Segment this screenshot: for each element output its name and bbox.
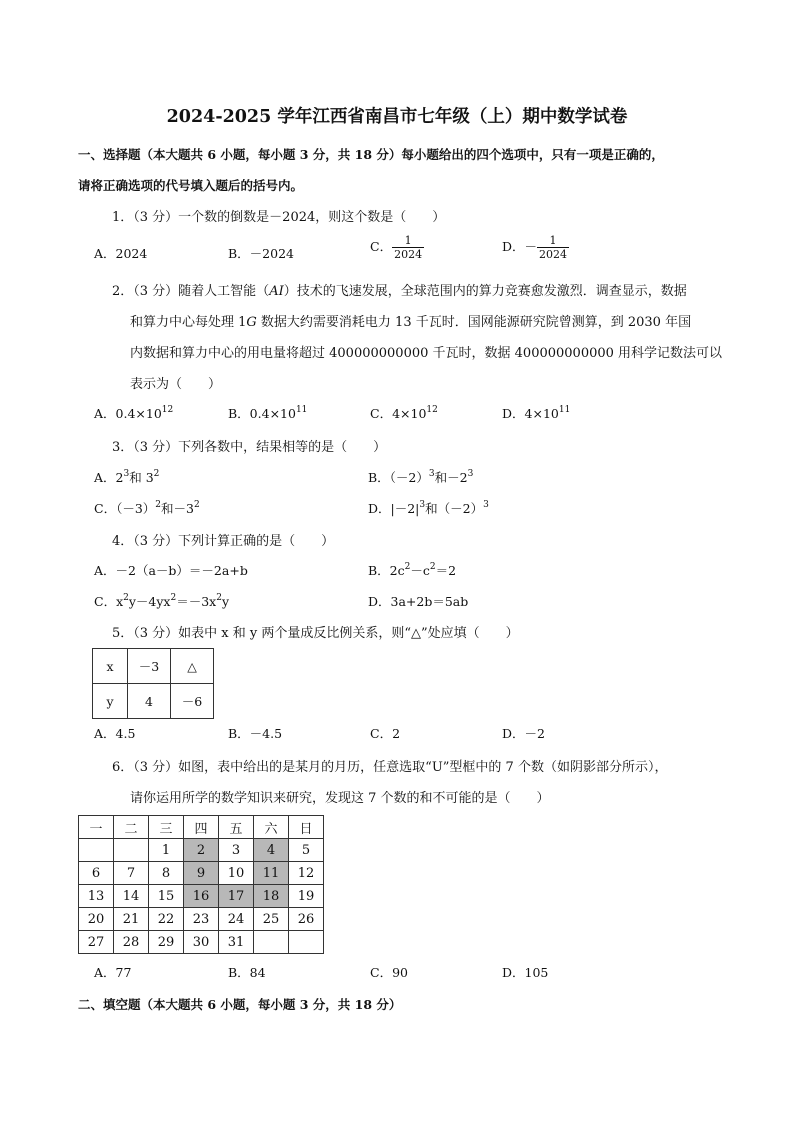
calendar-cell: 20 <box>79 908 114 931</box>
exponent: 2 <box>404 562 411 572</box>
q2-option-d[interactable] <box>502 404 570 422</box>
calendar-cell: 11 <box>254 862 289 885</box>
exponent: 2 <box>429 562 436 572</box>
calendar-header-cell: 一 <box>79 816 114 839</box>
exponent: 11 <box>558 405 571 415</box>
exponent: 2 <box>155 500 162 510</box>
exponent: 12 <box>161 405 174 415</box>
calendar-cell: 24 <box>219 908 254 931</box>
text: 和－3 <box>161 501 194 516</box>
calendar-cell: 29 <box>149 931 184 954</box>
q5-option-a[interactable]: A．4.5 <box>94 726 136 741</box>
calendar-cell: 13 <box>79 885 114 908</box>
calendar-cell: 18 <box>254 885 289 908</box>
q2-option-d-text: D．4×10 <box>502 406 559 421</box>
q4-option-d[interactable]: D．3a+2b＝5ab <box>368 594 469 609</box>
exponent: 2 <box>123 593 129 603</box>
q4-option-c[interactable] <box>94 592 229 610</box>
calendar-header-cell: 三 <box>149 816 184 839</box>
q2-option-b[interactable] <box>228 404 307 422</box>
calendar-cell: 8 <box>149 862 184 885</box>
section1-heading-line1: 一、选择题（本大题共 6 小题，每小题 3 分，共 18 分）每小题给出的四个选项中，只有一项是正确的， <box>78 147 664 162</box>
text: －c <box>410 563 430 578</box>
text: C．（－3） <box>94 501 156 516</box>
text: 和－2 <box>434 470 468 485</box>
fraction-numerator: 1 <box>392 234 424 248</box>
calendar-cell: 6 <box>79 862 114 885</box>
fraction-denominator: 2024 <box>394 248 423 261</box>
calendar-cell: 22 <box>149 908 184 931</box>
q2-line2 <box>130 311 691 330</box>
calendar-cell: 5 <box>289 839 324 862</box>
calendar-header-cell: 二 <box>114 816 149 839</box>
q3-option-a[interactable] <box>94 468 159 486</box>
calendar-row <box>79 839 324 862</box>
q2-text: ）技术的飞速发展，全球范围内的算力竞赛愈发激烈．调查显示，数据 <box>283 284 687 299</box>
q3-stem: 3．（3 分）下列各数中，结果相等的是（ ） <box>112 440 387 455</box>
q2-text: 2．（3 分）随着人工智能（ <box>112 284 270 299</box>
calendar-cell: 7 <box>114 862 149 885</box>
calendar-cell: 14 <box>114 885 149 908</box>
q6-line1: 6．（3 分）如图，表中给出的是某月的月历，任意选取“U”型框中的 7 个数（如阴影部分所示）， <box>112 760 668 775</box>
calendar-cell <box>79 839 114 862</box>
fraction-numerator: 1 <box>537 234 569 248</box>
q2-text: 数据大约需要消耗电力 13 千瓦时．国网能源研究院曾测算，到 2030 年国 <box>256 315 692 330</box>
q3-option-d[interactable] <box>368 499 489 517</box>
q2-option-a[interactable] <box>94 404 173 422</box>
table-cell: x <box>93 649 128 684</box>
calendar-row <box>79 885 324 908</box>
q5-stem: 5．（3 分）如表中 x 和 y 两个量成反比例关系，则“△”处应填（ ） <box>112 626 519 641</box>
calendar-cell: 19 <box>289 885 324 908</box>
text: ＝－3x <box>176 594 217 609</box>
table-row <box>93 684 214 719</box>
calendar-header-cell: 四 <box>184 816 219 839</box>
exponent: 3 <box>419 500 426 510</box>
text: D．|－2| <box>368 501 420 516</box>
calendar-cell: 30 <box>184 931 219 954</box>
calendar-cell: 21 <box>114 908 149 931</box>
calendar-cell: 27 <box>79 931 114 954</box>
q1-option-c-prefix: C． <box>370 239 393 254</box>
text: B．（－2） <box>368 470 429 485</box>
q2-option-c-text: C．4×10 <box>370 406 427 421</box>
text: 和 3 <box>129 470 154 485</box>
q1-option-d-prefix: D．－ <box>502 239 538 254</box>
q2-option-c[interactable] <box>370 404 438 422</box>
q1-option-c[interactable] <box>370 234 424 261</box>
text: y <box>221 594 230 609</box>
exponent: 3 <box>123 469 130 479</box>
q1-option-c-fraction <box>392 234 424 261</box>
table-cell: －6 <box>171 684 214 719</box>
exponent: 2 <box>216 593 222 603</box>
calendar-cell: 31 <box>219 931 254 954</box>
table-row <box>93 649 214 684</box>
q1-stem: 1．（3 分）一个数的倒数是－2024，则这个数是（ ） <box>112 210 446 225</box>
calendar-cell: 2 <box>184 839 219 862</box>
calendar-cell <box>114 839 149 862</box>
exponent: 12 <box>426 405 438 415</box>
q2-line3: 内数据和算力中心的用电量将超过 400000000000 千瓦时，数据 400000000000 用科学记数法可以 <box>130 346 723 361</box>
calendar-cell <box>254 931 289 954</box>
q1-option-b[interactable]: B．－2024 <box>228 246 294 261</box>
calendar-cell: 4 <box>254 839 289 862</box>
table-cell: －3 <box>128 649 171 684</box>
calendar-cell: 23 <box>184 908 219 931</box>
q6-option-a[interactable]: A．77 <box>94 965 132 980</box>
calendar-cell: 28 <box>114 931 149 954</box>
calendar-cell: 3 <box>219 839 254 862</box>
q6-calendar <box>78 815 324 954</box>
q6-option-b[interactable]: B．84 <box>228 965 266 980</box>
q2-line1 <box>112 280 687 299</box>
q5-option-d[interactable]: D．－2 <box>502 726 545 741</box>
calendar-row <box>79 862 324 885</box>
q2-option-a-text: A．0.4×10 <box>94 406 162 421</box>
q2-ai: AI <box>269 284 284 299</box>
q1-option-d[interactable] <box>502 234 569 261</box>
q4-stem: 4．（3 分）下列计算正确的是（ ） <box>112 534 335 549</box>
q4-option-b[interactable] <box>368 561 456 579</box>
q6-option-d[interactable]: D．105 <box>502 965 549 980</box>
fraction-denominator: 2024 <box>539 248 568 261</box>
q5-option-b[interactable]: B．－4.5 <box>228 726 283 741</box>
q5-table <box>92 648 214 719</box>
calendar-cell: 9 <box>184 862 219 885</box>
q4-option-a[interactable]: A．－2（a－b）＝－2a+b <box>94 563 248 578</box>
calendar-row <box>79 931 324 954</box>
exponent: 2 <box>193 500 200 510</box>
q1-option-d-fraction <box>537 234 569 261</box>
calendar-header-row <box>79 816 324 839</box>
page-title: 2024-2025 学年江西省南昌市七年级（上）期中数学试卷 <box>166 107 628 127</box>
calendar-cell: 26 <box>289 908 324 931</box>
calendar-cell: 25 <box>254 908 289 931</box>
calendar-cell: 12 <box>289 862 324 885</box>
q6-line2: 请你运用所学的数学知识来研究，发现这 7 个数的和不可能的是（ ） <box>130 791 550 806</box>
exponent: 3 <box>428 469 435 479</box>
calendar-cell: 10 <box>219 862 254 885</box>
text: 和（－2） <box>425 501 484 516</box>
section1-heading-line2: 请将正确选项的代号填入题后的括号内。 <box>78 178 304 193</box>
q5-option-c[interactable]: C．2 <box>370 726 401 741</box>
q3-option-b[interactable] <box>368 468 473 486</box>
exponent: 11 <box>295 405 308 415</box>
q6-option-c[interactable]: C．90 <box>370 965 408 980</box>
q2-line4: 表示为（ ） <box>130 377 222 392</box>
calendar-cell: 1 <box>149 839 184 862</box>
calendar-header-cell: 六 <box>254 816 289 839</box>
calendar-row <box>79 908 324 931</box>
text: C．x <box>94 594 124 609</box>
q2-text: 和算力中心每处理 1 <box>130 315 247 330</box>
text: A．2 <box>94 470 124 485</box>
calendar-header-cell: 日 <box>289 816 324 839</box>
calendar-cell: 15 <box>149 885 184 908</box>
exponent: 2 <box>153 469 160 479</box>
text: ＝2 <box>435 563 457 578</box>
text: B．2c <box>368 563 405 578</box>
q1-option-a[interactable]: A．2024 <box>94 246 148 261</box>
q2-option-b-text: B．0.4×10 <box>228 406 296 421</box>
calendar-cell: 16 <box>184 885 219 908</box>
q2-g: G <box>246 315 257 330</box>
exponent: 3 <box>467 469 474 479</box>
calendar-header-cell: 五 <box>219 816 254 839</box>
calendar-cell: 17 <box>219 885 254 908</box>
table-cell: 4 <box>128 684 171 719</box>
section2-heading: 二、填空题（本大题共 6 小题，每小题 3 分，共 18 分） <box>78 997 402 1012</box>
exponent: 3 <box>483 500 489 510</box>
text: y－4yx <box>128 594 171 609</box>
table-cell: △ <box>171 649 214 684</box>
table-cell: y <box>93 684 128 719</box>
exponent: 2 <box>170 593 177 603</box>
calendar-cell <box>289 931 324 954</box>
q3-option-c[interactable] <box>94 499 200 517</box>
